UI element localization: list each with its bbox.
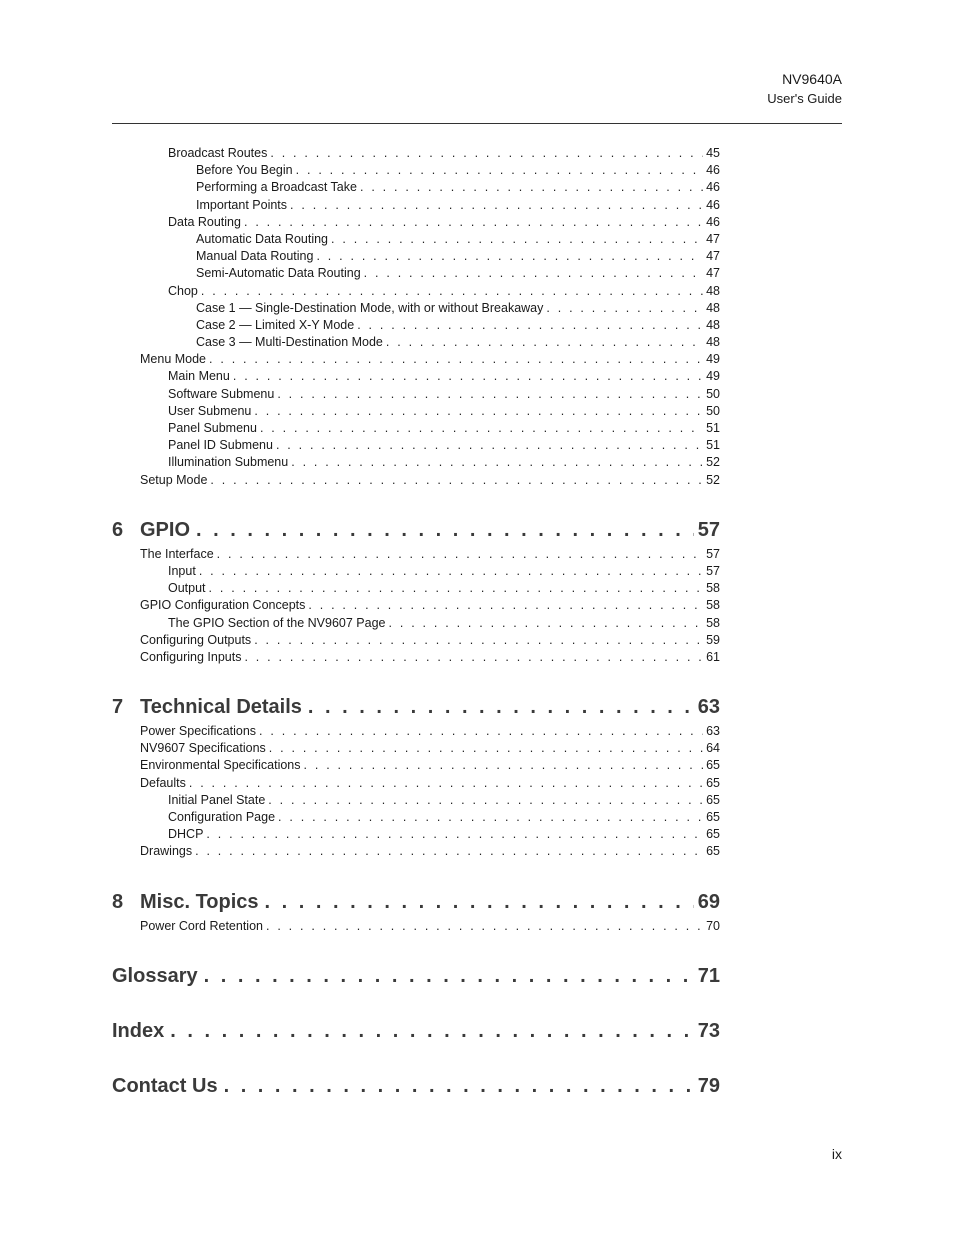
toc-entry[interactable] <box>112 179 720 196</box>
dot-leader <box>389 615 704 632</box>
toc-entry[interactable] <box>112 145 720 162</box>
entry-page: 52 <box>706 472 720 487</box>
toc-entry[interactable] <box>112 792 720 809</box>
entry-title: Panel Submenu <box>168 421 257 435</box>
dot-leader <box>201 283 703 300</box>
entry-title: Configuring Inputs <box>140 649 242 664</box>
entry-title: Important Points <box>196 197 288 212</box>
chapter-number: 8 <box>112 890 124 913</box>
entry-title: Software Submenu <box>168 386 275 401</box>
entry-page: 61 <box>706 649 720 664</box>
entry-title: Input <box>168 563 196 578</box>
toc-entry[interactable] <box>112 300 720 317</box>
entry-page: 65 <box>706 810 720 824</box>
entry-title: NV9607 Specifications <box>140 741 266 756</box>
toc-entry[interactable] <box>112 162 720 179</box>
chapter-page: 63 <box>697 696 720 719</box>
dot-leader <box>217 546 703 563</box>
dot-leader <box>170 1018 694 1044</box>
entry-title: User Submenu <box>168 403 252 418</box>
entry-page: 59 <box>706 632 720 647</box>
toc-entry[interactable] <box>112 580 720 597</box>
dot-leader <box>278 809 703 826</box>
entry-title: Chop <box>168 283 198 298</box>
entry-page: 58 <box>706 581 720 596</box>
toc-entry[interactable] <box>112 472 720 489</box>
toc-entry[interactable] <box>112 757 720 774</box>
entry-page: 65 <box>706 775 720 790</box>
entry-page: 46 <box>706 163 720 178</box>
entry-page: 49 <box>706 352 720 367</box>
toc-entry[interactable] <box>112 632 720 649</box>
dot-leader <box>386 334 703 351</box>
dot-leader <box>364 265 703 282</box>
dot-leader <box>196 517 694 543</box>
dot-leader <box>189 775 703 792</box>
dot-leader <box>277 386 703 403</box>
entry-page: 46 <box>706 214 720 229</box>
dot-leader <box>224 1073 694 1099</box>
entry-page: 70 <box>706 918 720 933</box>
entry-title: Setup Mode <box>140 472 208 487</box>
entry-page: 47 <box>706 249 720 264</box>
entry-page: 63 <box>706 724 720 739</box>
dot-leader <box>290 197 703 214</box>
toc-chapter[interactable] <box>112 889 720 915</box>
dot-leader <box>199 563 703 580</box>
header-product: NV9640A <box>782 71 842 87</box>
entry-title: Main Menu <box>168 369 230 384</box>
entry-page: 48 <box>706 335 720 350</box>
chapter-page: 69 <box>697 890 720 913</box>
toc-entry[interactable] <box>112 843 720 860</box>
entry-page: 65 <box>706 758 720 773</box>
entry-title: DHCP <box>168 827 204 842</box>
entry-title: Case 3 — Multi-Destination Mode <box>196 335 383 350</box>
entry-page: 48 <box>706 317 720 332</box>
dot-leader <box>209 351 703 368</box>
toc-entry[interactable] <box>112 437 720 454</box>
toc-entry[interactable] <box>112 317 720 334</box>
entry-page: 46 <box>706 197 720 212</box>
entry-title: Menu Mode <box>140 352 207 367</box>
entry-title: Panel ID Submenu <box>168 438 273 453</box>
running-header <box>767 70 842 108</box>
entry-title: Before You Begin <box>196 163 293 178</box>
entry-title: Data Routing <box>168 214 241 229</box>
entry-title: Illumination Submenu <box>168 455 289 470</box>
entry-title: Environmental Specifications <box>140 758 301 773</box>
page-number: ix <box>831 1146 842 1162</box>
entry-title: Manual Data Routing <box>196 249 314 264</box>
entry-title: The GPIO Section of the NV9607 Page <box>168 615 386 630</box>
entry-page: 57 <box>706 546 720 561</box>
entry-title: Case 2 — Limited X-Y Mode <box>196 317 355 332</box>
toc-entry[interactable] <box>112 231 720 248</box>
dot-leader <box>270 145 703 162</box>
dot-leader <box>206 826 703 843</box>
dot-leader <box>304 757 704 774</box>
toc-entry[interactable] <box>112 283 720 300</box>
table-of-contents <box>112 145 720 1102</box>
entry-page: 57 <box>706 563 720 578</box>
chapter-page: 71 <box>697 964 720 987</box>
entry-page: 58 <box>706 598 720 613</box>
entry-title: Configuring Outputs <box>140 632 252 647</box>
dot-leader <box>331 231 703 248</box>
dot-leader <box>357 317 703 334</box>
chapter-title: GPIO <box>140 518 191 541</box>
dot-leader <box>360 179 703 196</box>
entry-page: 49 <box>706 369 720 384</box>
entry-title: Configuration Page <box>168 810 276 824</box>
dot-leader <box>204 963 694 989</box>
entry-title: Power Specifications <box>140 724 257 739</box>
toc-entry[interactable] <box>112 918 720 935</box>
header-guide: User's Guide <box>767 91 842 106</box>
entry-page: 46 <box>706 180 720 195</box>
entry-page: 65 <box>706 827 720 842</box>
toc-entry[interactable] <box>112 368 720 385</box>
entry-page: 65 <box>706 792 720 807</box>
entry-page: 51 <box>706 438 720 453</box>
toc-entry[interactable] <box>112 615 720 632</box>
toc-entry[interactable] <box>112 386 720 403</box>
dot-leader <box>308 694 694 720</box>
dot-leader <box>269 740 703 757</box>
dot-leader <box>254 632 703 649</box>
dot-leader <box>233 368 703 385</box>
entry-page: 47 <box>706 231 720 246</box>
dot-leader <box>210 472 703 489</box>
entry-page: 58 <box>706 615 720 630</box>
toc-entry[interactable] <box>112 649 720 666</box>
toc-entry[interactable] <box>112 597 720 614</box>
dot-leader <box>254 403 703 420</box>
entry-title: Output <box>168 581 206 596</box>
toc-entry[interactable] <box>112 809 720 826</box>
toc-entry[interactable] <box>112 454 720 471</box>
chapter-page: 57 <box>697 518 720 541</box>
toc-entry[interactable] <box>112 546 720 563</box>
chapter-page: 73 <box>697 1019 720 1042</box>
toc-entry[interactable] <box>112 214 720 231</box>
entry-page: 50 <box>706 386 720 401</box>
entry-page: 65 <box>706 844 720 859</box>
dot-leader <box>195 843 703 860</box>
dot-leader <box>209 580 704 597</box>
entry-page: 64 <box>706 741 720 756</box>
dot-leader <box>265 889 694 915</box>
toc-chapter[interactable] <box>112 963 720 989</box>
toc-entry[interactable] <box>112 248 720 265</box>
toc-chapter[interactable] <box>112 1073 720 1099</box>
chapter-number: 6 <box>112 518 124 541</box>
toc-entry[interactable] <box>112 334 720 351</box>
dot-leader <box>296 162 703 179</box>
dot-leader <box>276 437 703 454</box>
chapter-page: 79 <box>697 1074 720 1097</box>
dot-leader <box>266 918 703 935</box>
entry-page: 45 <box>706 146 720 160</box>
dot-leader <box>291 454 703 471</box>
entry-title: Defaults <box>140 775 186 790</box>
entry-title: Automatic Data Routing <box>196 231 329 246</box>
toc-entry[interactable] <box>112 740 720 757</box>
dot-leader <box>546 300 703 317</box>
toc-entry[interactable] <box>112 351 720 368</box>
dot-leader <box>244 214 703 231</box>
toc-entry[interactable] <box>112 403 720 420</box>
chapter-title: Index <box>112 1019 165 1042</box>
entry-title: Case 1 — Single-Destination Mode, with or without Breakaway <box>196 300 544 315</box>
entry-page: 51 <box>706 421 720 435</box>
entry-title: Initial Panel State <box>168 792 266 807</box>
toc-entry[interactable] <box>112 420 720 437</box>
dot-leader <box>244 649 703 666</box>
toc-entry[interactable] <box>112 197 720 214</box>
dot-leader <box>316 248 703 265</box>
entry-title: Performing a Broadcast Take <box>196 180 357 195</box>
toc-entry[interactable] <box>112 723 720 740</box>
entry-page: 48 <box>706 300 720 315</box>
toc-chapter[interactable] <box>112 694 720 720</box>
dot-leader <box>260 420 703 437</box>
entry-page: 47 <box>706 266 720 281</box>
entry-title: Power Cord Retention <box>140 918 263 933</box>
entry-title: Drawings <box>140 844 193 859</box>
chapter-title: Contact Us <box>112 1074 218 1097</box>
entry-page: 48 <box>706 283 720 298</box>
entry-page: 52 <box>706 455 720 470</box>
entry-title: GPIO Configuration Concepts <box>140 598 306 613</box>
header-rule <box>112 123 842 124</box>
toc-entry[interactable] <box>112 775 720 792</box>
dot-leader <box>259 723 703 740</box>
toc-entry[interactable] <box>112 265 720 282</box>
toc-entry[interactable] <box>112 563 720 580</box>
entry-title: The Interface <box>140 546 214 561</box>
chapter-title: Glossary <box>112 964 198 987</box>
chapter-title: Misc. Topics <box>140 890 259 913</box>
entry-title: Broadcast Routes <box>168 146 268 160</box>
toc-chapter[interactable] <box>112 1018 720 1044</box>
dot-leader <box>268 792 703 809</box>
toc-chapter[interactable] <box>112 517 720 543</box>
chapter-title: Technical Details <box>140 696 302 719</box>
chapter-number: 7 <box>112 696 124 719</box>
dot-leader <box>308 597 703 614</box>
toc-entry[interactable] <box>112 826 720 843</box>
entry-page: 50 <box>706 403 720 418</box>
entry-title: Semi-Automatic Data Routing <box>196 266 361 281</box>
